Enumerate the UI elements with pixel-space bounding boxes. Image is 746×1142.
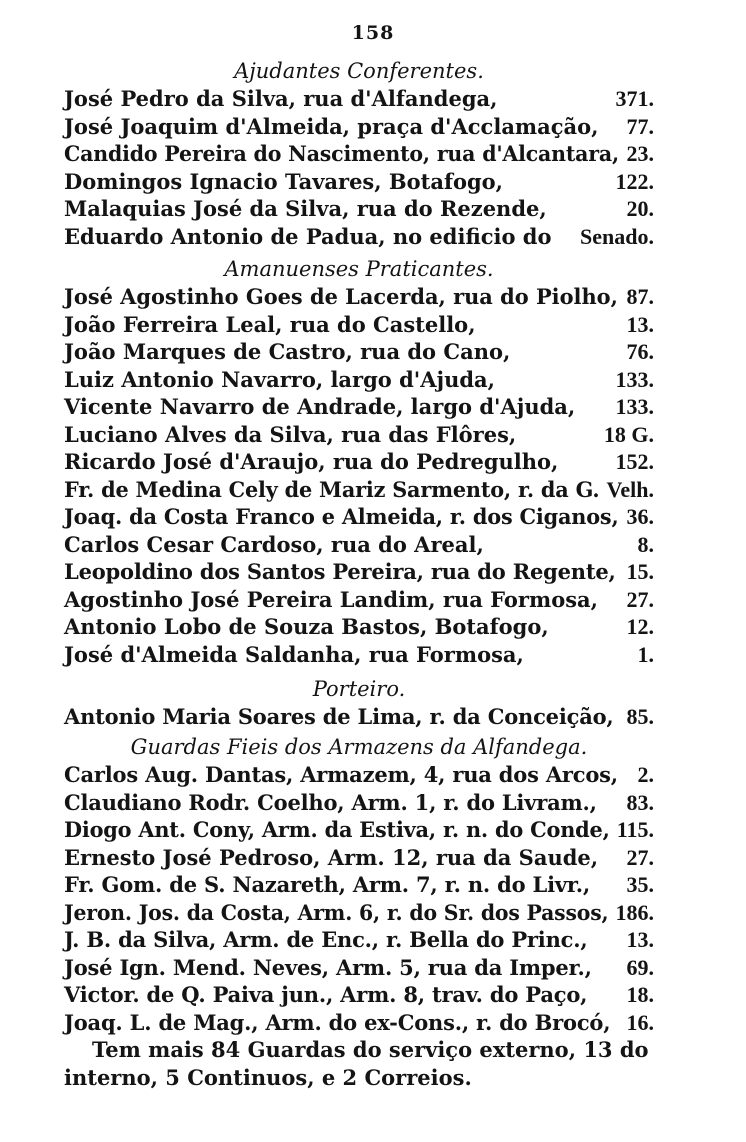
list-entry: Luciano Alves da Silva, rua das Flôres, 18 G. (64, 421, 654, 447)
list-entry: Carlos Aug. Dantas, Armazem, 4, rua dos Arcos, 2. (64, 762, 654, 787)
list-entry: Candido Pereira do Nascimento, rua d'Alcantara, 23. (64, 141, 654, 166)
list-entry: José Joaquim d'Almeida, praça d'Acclamação, 77. (64, 113, 654, 139)
list-entry: José Ign. Mend. Neves, Arm. 5, rua da Imper., 69. (64, 954, 654, 980)
list-entry: José Agostinho Goes de Lacerda, rua do Piolho, 87. (64, 284, 654, 309)
section-heading: Amanuenses Praticantes. (224, 257, 494, 281)
section-heading: Porteiro. (312, 677, 406, 701)
list-entry: José Pedro da Silva, rua d'Alfandega, 371. (64, 86, 654, 111)
closing-note-line-1: Tem mais 84 Guardas do serviço externo, 13 do (92, 1037, 649, 1062)
list-entry: Claudiano Rodr. Coelho, Arm. 1, r. do Livram., 83. (64, 789, 654, 815)
list-entry: Eduardo Antonio de Padua, no edificio do Senado. (64, 223, 654, 249)
list-entry: Malaquias José da Silva, rua do Rezende, 20. (64, 196, 654, 221)
list-entry: Agostinho José Pereira Landim, rua Formosa, 27. (64, 586, 654, 612)
list-entry: Carlos Cesar Cardoso, rua do Areal, 8. (64, 531, 654, 557)
list-entry: Fr. Gom. de S. Nazareth, Arm. 7, r. n. do Livr., 35. (64, 872, 654, 897)
section-porteiro (64, 676, 654, 731)
list-entry: J. B. da Silva, Arm. de Enc., r. Bella do Princ., 13. (64, 927, 654, 952)
list-entry: Antonio Lobo de Souza Bastos, Botafogo, 12. (64, 614, 654, 639)
list-entry: Jeron. Jos. da Costa, Arm. 6, r. do Sr. dos Passos, 186. (64, 899, 654, 925)
section-heading: Ajudantes Conferentes. (234, 59, 484, 83)
section-ajudantes-conferentes (64, 58, 654, 250)
list-entry: Luiz Antonio Navarro, largo d'Ajuda, 133. (64, 366, 654, 392)
list-entry: Vicente Navarro de Andrade, largo d'Ajuda, 133. (64, 394, 654, 419)
list-entry: Ernesto José Pedroso, Arm. 12, rua da Saude, 27. (64, 844, 654, 870)
list-entry: Ricardo José d'Araujo, rua do Pedregulho, 152. (64, 449, 654, 474)
list-entry: Joaq. L. de Mag., Arm. do ex-Cons., r. do Brocó, 16. (64, 1009, 654, 1035)
list-entry: Leopoldino dos Santos Pereira, rua do Regente, 15. (64, 559, 654, 584)
list-entry: João Ferreira Leal, rua do Castello, 13. (64, 311, 654, 337)
list-entry: João Marques de Castro, rua do Cano, 76. (64, 339, 654, 364)
page-number: 158 (351, 22, 395, 44)
list-entry: Domingos Ignacio Tavares, Botafogo, 122. (64, 168, 654, 194)
section-guardas-fieis (64, 734, 654, 1036)
section-amanuenses-praticantes (64, 256, 654, 668)
list-entry: Diogo Ant. Cony, Arm. da Estiva, r. n. do Conde, 115. (64, 817, 654, 842)
list-entry: José d'Almeida Saldanha, rua Formosa, 1. (64, 641, 654, 667)
closing-note-line-2: interno, 5 Continuos, e 2 Correios. (64, 1065, 472, 1090)
list-entry: Victor. de Q. Paiva jun., Arm. 8, trav. do Paço, 18. (64, 982, 654, 1007)
list-entry: Antonio Maria Soares de Lima, r. da Conceição, 85. (64, 704, 654, 729)
list-entry: Joaq. da Costa Franco e Almeida, r. dos Ciganos, 36. (64, 504, 654, 529)
section-heading: Guardas Fieis dos Armazens da Alfandega. (130, 735, 588, 759)
list-entry: Fr. de Medina Cely de Mariz Sarmento, r. da G. Velh. (64, 476, 654, 502)
closing-note (64, 1036, 654, 1092)
